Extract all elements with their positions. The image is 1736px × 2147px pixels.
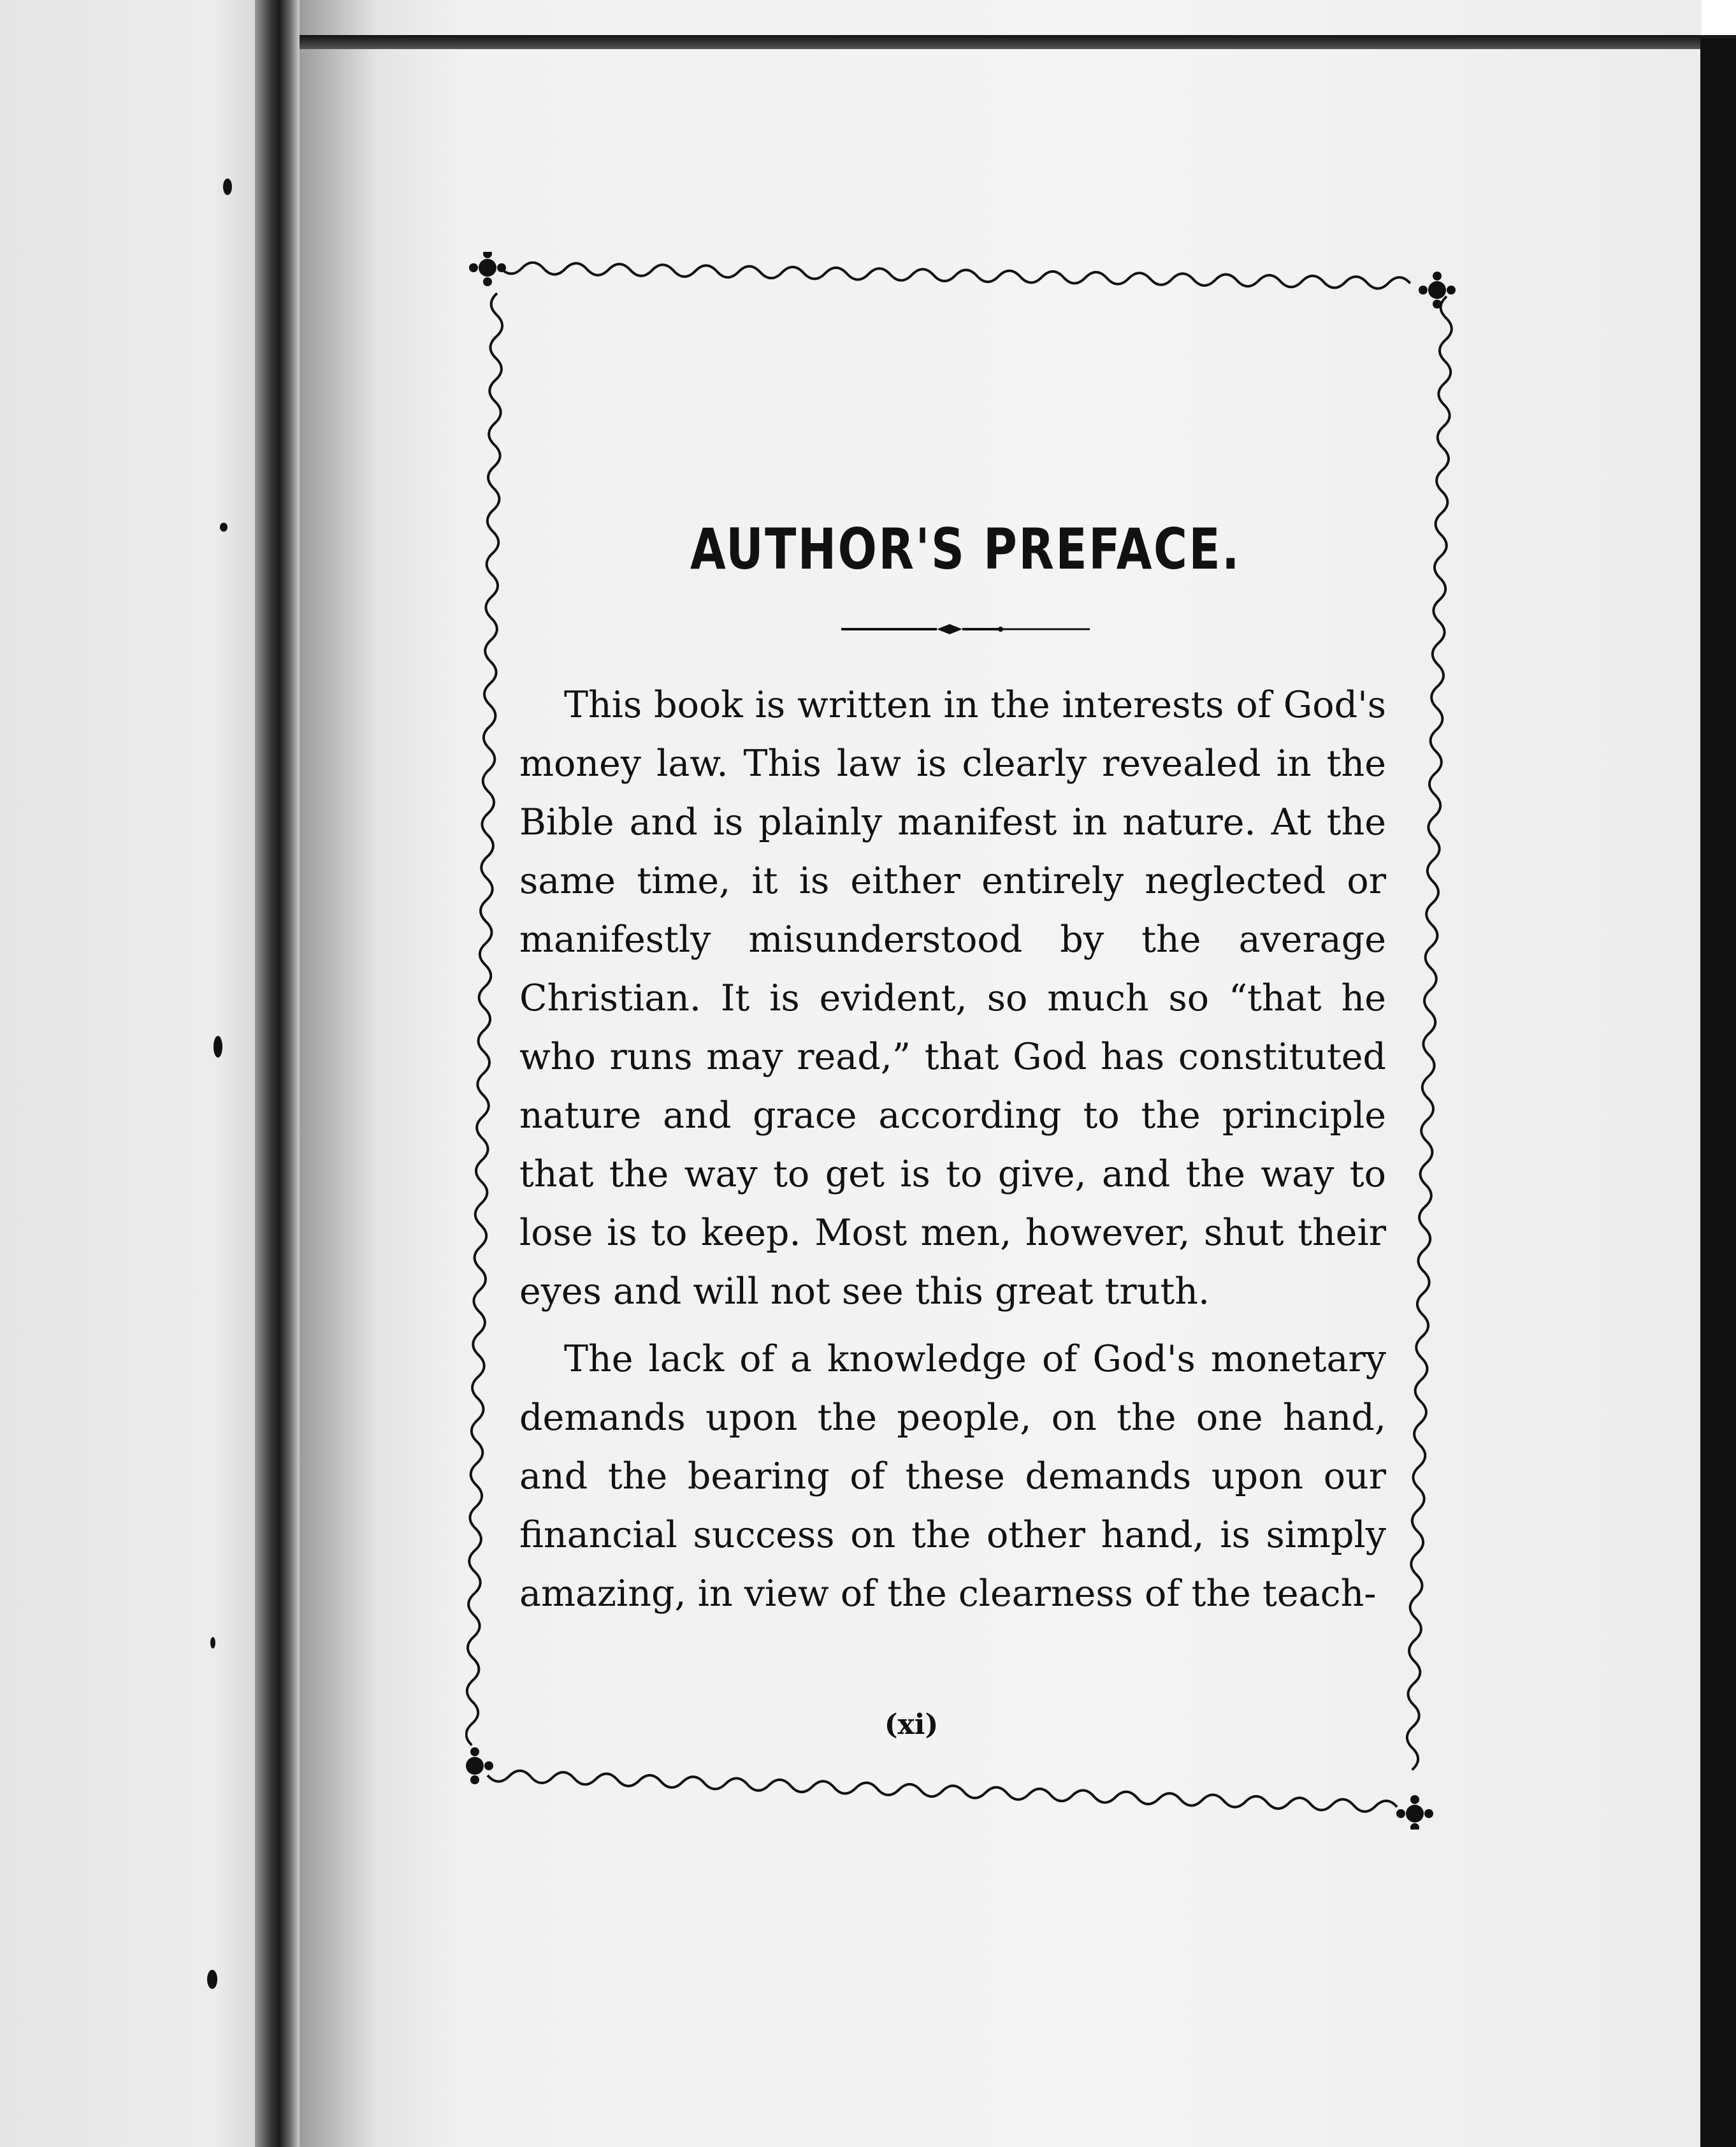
- scan-speck: [207, 1970, 217, 1989]
- page-number: (xi): [884, 1708, 939, 1741]
- corner-ornament: [469, 252, 506, 286]
- paragraph-1: This book is written in the interests of God's money law. This law is clearly revealed in the Bible and is plainly manifest in nature. At the same time, it is either entirely neglected or manifestly misunderstood by the average Christian. It is evident, so much so “that he who runs may read,” that God has constituted nature and grace according to the principle that the way to get is to give, and the way to lose is to keep. Most men, however, shut their eyes and will not see this great truth.: [519, 684, 1386, 1313]
- border-wave: [1407, 296, 1452, 1770]
- border-wave: [488, 1771, 1397, 1812]
- paragraph-2: The lack of a knowledge of God's monetary demands upon the people, on the one hand, and the bearing of these demands upon our financial success on the other hand, is simply amazing, in view of the clearness of the teach-: [519, 1338, 1386, 1615]
- gutter-shadow: [300, 0, 376, 2147]
- corner-ornament: [1396, 1795, 1433, 1830]
- scan-speck: [213, 1036, 222, 1058]
- preface-body: [519, 676, 1386, 1623]
- page-top-edge: [300, 35, 1736, 49]
- border-wave: [500, 263, 1410, 289]
- scan-speck: [223, 178, 232, 195]
- title-rule: [841, 622, 1090, 637]
- book-gutter: [255, 0, 300, 2147]
- scan-speck: [210, 1637, 215, 1648]
- border-wave: [467, 293, 503, 1745]
- scan-speck: [220, 523, 228, 532]
- left-blank-page: [0, 0, 268, 2147]
- corner-ornament: [465, 1747, 493, 1784]
- page-right-edge: [1700, 38, 1736, 2147]
- page-title: AUTHOR'S PREFACE.: [690, 516, 1241, 582]
- corner-ornament: [1419, 272, 1456, 309]
